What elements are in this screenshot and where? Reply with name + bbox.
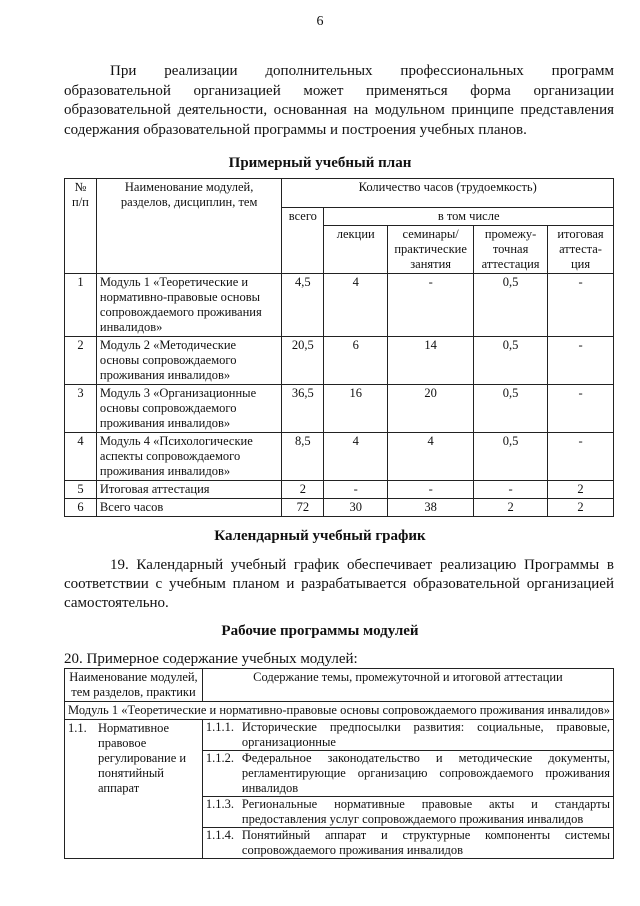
topic-number: 1.1.4. — [205, 828, 235, 842]
header-total: всего — [282, 208, 324, 274]
programs-title: Рабочие программы модулей — [221, 623, 419, 639]
cell-final: - — [548, 337, 614, 385]
cell-lectures: 4 — [324, 433, 388, 481]
header-seminars: семинары/ практические занятия — [388, 226, 474, 274]
header-module-content: Содержание темы, промежуточной и итоговой аттестации — [202, 669, 613, 702]
header-name: Наименование модулей, разделов, дисциплин, тем — [96, 179, 281, 274]
cell-seminars: 14 — [388, 337, 474, 385]
cell-final: - — [548, 274, 614, 337]
cell-interim: 2 — [474, 499, 548, 517]
header-module-name: Наименование модулей, тем разделов, практики — [65, 669, 203, 702]
cell-seminars: 38 — [388, 499, 474, 517]
curriculum-table — [64, 178, 614, 517]
topic-text: Исторические предпосылки развития: социальные, правовые, организационные — [241, 720, 610, 749]
cell-num: 6 — [65, 499, 97, 517]
topic-cell — [202, 828, 613, 859]
topic-cell — [202, 751, 613, 797]
cell-num: 4 — [65, 433, 97, 481]
cell-num: 5 — [65, 481, 97, 499]
module-row — [65, 702, 614, 720]
module-title: Модуль 1 «Теоретические и нормативно-правовые основы сопровождаемого проживания инвалидов» — [65, 702, 614, 720]
cell-total: 8,5 — [282, 433, 324, 481]
cell-name: Модуль 3 «Организационные основы сопровождаемого проживания инвалидов» — [96, 385, 281, 433]
topic-number: 1.1.1. — [205, 720, 235, 734]
cell-interim: - — [474, 481, 548, 499]
cell-num: 3 — [65, 385, 97, 433]
cell-final: - — [548, 433, 614, 481]
table-row — [65, 274, 614, 337]
cell-seminars: 20 — [388, 385, 474, 433]
topic-cell — [202, 720, 613, 751]
header-hours: Количество часов (трудоемкость) — [282, 179, 614, 208]
cell-total: 2 — [282, 481, 324, 499]
topic-number: 1.1.3. — [205, 797, 235, 811]
calendar-title: Календарный учебный график — [214, 528, 426, 544]
cell-name: Итоговая аттестация — [96, 481, 281, 499]
cell-lectures: 30 — [324, 499, 388, 517]
intro-paragraph: При реализации дополнительных профессиональных программ образовательной организацией может применяться форма организации образовательной деятельности, основанная на модульном принципе представления содержания образовательной программы и построения учебных планов. — [64, 63, 614, 138]
cell-total: 72 — [282, 499, 324, 517]
table-row — [65, 337, 614, 385]
topic-text: Понятийный аппарат и структурные компоненты системы сопровождаемого проживания инвалидов — [241, 828, 610, 857]
header-num: № п/п — [65, 179, 97, 274]
calendar-paragraph: 19. Календарный учебный график обеспечивает реализацию Программы в соответствии с учебным планом и разрабатывается образовательной организацией самостоятельно. — [64, 557, 614, 611]
plan-title: Примерный учебный план — [228, 155, 412, 171]
cell-lectures: 6 — [324, 337, 388, 385]
topic-cell — [202, 797, 613, 828]
cell-num: 2 — [65, 337, 97, 385]
cell-seminars: - — [388, 274, 474, 337]
module-content-table — [64, 668, 614, 859]
cell-lectures: - — [324, 481, 388, 499]
cell-name: Всего часов — [96, 499, 281, 517]
programs-lead: 20. Примерное содержание учебных модулей: — [64, 651, 358, 667]
page-number: 6 — [316, 14, 324, 29]
header-row — [65, 179, 614, 208]
topic-row — [65, 720, 614, 751]
cell-interim: 0,5 — [474, 385, 548, 433]
cell-num: 1 — [65, 274, 97, 337]
cell-interim: 0,5 — [474, 433, 548, 481]
topic-number: 1.1.2. — [205, 751, 235, 765]
cell-seminars: 4 — [388, 433, 474, 481]
header-including: в том числе — [324, 208, 614, 226]
table-row — [65, 433, 614, 481]
table-row — [65, 481, 614, 499]
cell-total: 4,5 — [282, 274, 324, 337]
header-lectures: лекции — [324, 226, 388, 274]
cell-interim: 0,5 — [474, 274, 548, 337]
header-interim: промежу-точная аттестация — [474, 226, 548, 274]
section-number: 1.1. — [68, 721, 87, 735]
cell-total: 36,5 — [282, 385, 324, 433]
cell-total: 20,5 — [282, 337, 324, 385]
header-row — [65, 669, 614, 702]
cell-name: Модуль 2 «Методические основы сопровождаемого проживания инвалидов» — [96, 337, 281, 385]
topic-text: Региональные нормативные правовые акты и стандарты предоставления услуг сопровождаемого проживания инвалидов — [241, 797, 610, 826]
cell-final: 2 — [548, 481, 614, 499]
cell-final: - — [548, 385, 614, 433]
table-row — [65, 499, 614, 517]
cell-name: Модуль 1 «Теоретические и нормативно-правовые основы сопровождаемого проживания инвалидов» — [96, 274, 281, 337]
header-final: итоговая аттеста-ция — [548, 226, 614, 274]
topic-text: Федеральное законодательство и методические документы, регламентирующие организацию сопровождаемого проживания инвалидов — [241, 751, 610, 795]
section-cell — [65, 720, 203, 859]
cell-final: 2 — [548, 499, 614, 517]
cell-lectures: 16 — [324, 385, 388, 433]
cell-lectures: 4 — [324, 274, 388, 337]
cell-seminars: - — [388, 481, 474, 499]
section-name: Нормативное правовое регулирование и понятийный аппарат — [98, 721, 187, 795]
cell-interim: 0,5 — [474, 337, 548, 385]
cell-name: Модуль 4 «Психологические аспекты сопровождаемого проживания инвалидов» — [96, 433, 281, 481]
table-row — [65, 385, 614, 433]
